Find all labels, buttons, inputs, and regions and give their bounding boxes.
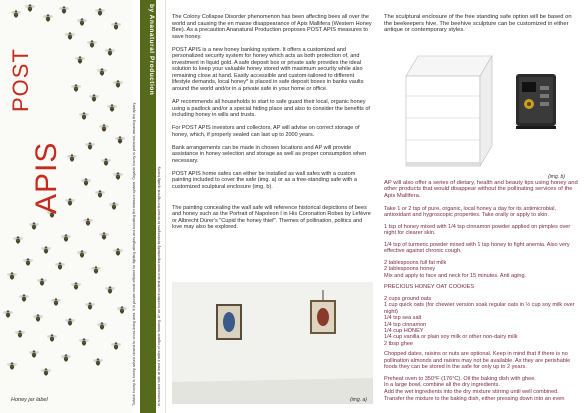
ingredient: 2 cups ground oats <box>384 296 432 303</box>
ingredient: 1 cup quick oats (for chewier version soak regular oats in ½ cup soy milk over night) <box>384 302 575 315</box>
brand-apis: APIS <box>30 141 63 214</box>
honey-jar-label: Honey jar label <box>11 397 48 403</box>
paragraph-investors: For POST APIS investors and collectors, AP will advise on correct storage of honey, which, if properly sealed can last up to 2000 years. <box>172 125 360 138</box>
tip-3: 1/4 tsp of turmeric powder mixed with 1 tsp honey to fight anemia. Also very effective against chronic cough. <box>384 241 570 255</box>
paragraph-dietary-tips: AP will also offer a series of dietary, health and beauty tips using honey and other products that would disappear without the pollinating services of the Apis Mallifera. <box>384 179 578 199</box>
vertical-caption-1: Turkish honey is honey raised closest to cross-living area. It is proven most efficient for fighting allergies and boosting the immune system. Organic honey is preferred, meaning the apiary <box>132 102 136 406</box>
recipe-note: Chopped dates, raisins or nuts are optional. Keep in mind that if there is no pollination almonds and raisins may not be available. As they are perishable foods they can be stored in the safe for only up to 2 years. <box>384 351 571 371</box>
ingredient: 1/4 tsp cinnamon <box>384 321 427 328</box>
img-b-caption: (img. b) <box>548 174 565 180</box>
ingredient: 2 tbsp ghee <box>384 340 413 347</box>
wall-safe-illustration <box>172 282 373 404</box>
tip-4: 2 tablespoons full fat milk 2 tablespoons honey Mix and apply to face and neck for 15 minutes. Anti aging. <box>384 259 527 279</box>
paragraph-painting: The painting concealing the wall safe will reference historical depictions of bees and honey such as the Portrait of Napoleon I in His Coronation Robes by Lefèvre or Albrecht Dürer's "Cupid the honey thief". Themes of pollination, politics and love may also be explored. <box>172 204 371 231</box>
middle-column <box>172 14 372 237</box>
ingredient: 1/4 tsp sea salt <box>384 315 422 322</box>
brand-panel <box>0 0 166 413</box>
beehive-cabinet-illustration <box>398 42 578 170</box>
ingredient: 1/4 cup HONEY <box>384 328 424 335</box>
ingredient-list <box>384 296 580 347</box>
post-apis-logo <box>6 32 66 222</box>
tip-2: 1 tsp of honey mixed with 1/4 tsp cinnamon powder applied on pimples over night for clearer skin. <box>384 223 571 237</box>
recipe-title: PRECIOUS HONEY OAT COOKIES <box>384 284 475 291</box>
beehive-safe-image <box>398 42 578 170</box>
ingredient: 1/4 cup vanilla or plain soy milk or other non-dairy milk <box>384 334 518 341</box>
paragraph-ccd: The Colony Collapse Disorder phenomenon has been affecting bees all over the world and causing the en masse disappearance of Apis Mallifera (Western Honey Bee). As a precaution Ananatural Production proposes POST APIS measures to save honey. <box>172 14 372 40</box>
tip-1: Take 1 or 2 tsp of pure, organic, local honey a day for its antimicrobial, antioxidant and hygroscopic properties. Take orally or apply to skin. <box>384 205 557 219</box>
vertical-caption-2: is surrounded with at least 4 miles of organic farming. A* an excellent contest and most importantly beekeepers to ensure the highest quality honey. <box>157 166 161 406</box>
brand-post: POST <box>8 48 33 112</box>
producer-label: by Ananatural Production <box>148 4 155 96</box>
paragraph-bank-arrangements: Bank arrangements can be made in chosen locations and AP will provide assistance in honey selection and storage as well as proper consumption when necessary. <box>172 144 367 164</box>
paragraph-banking: POST APIS is a new honey banking system. It offers a customized and personalized security system for honey which acts as both protection of, and investment in liquid gold. A safe deposit box or private safe provides the ideal solution to keep your valuable honey stored with maximum security while also remaining close at hand. Easily accessible and custom-tailored to different lifestyle demands, local honey* is placed in safe deposit boxes in banks vaults around the world and/or in a private safe in your home or office. <box>172 46 364 92</box>
paragraph-households: AP recommends all households to start to safe guard their local, organic honey using a padlock and/or a special hiding place and also to consider the benefits of including honey in wills and trusts. <box>172 99 370 119</box>
paragraph-home-safes: POST APIS home safes can either be installed as wall safes with a custom painting included to cover the safe (img. a) or as a free-standing safe with a customized sculptural enclosure (img. b). <box>172 170 357 190</box>
wall-safe-painting-image <box>172 282 373 404</box>
paragraph-sculptural-enclosure: The sculptural enclosure of the free standing safe option will be based on the beekeepers hive. The beehive sculpture can be customized in either antique or contemporary styles. <box>384 14 572 34</box>
recipe-steps: Preheat oven to 350°F (176°C). Oil the baking dish with ghee. In a large bowl, combine all the dry ingredients. Add the wet ingredients into the dry mixture stirring until well combined. Transfer the mixture to the baking dish, either pressing down into an even <box>384 375 565 402</box>
img-a-caption: (img. a) <box>350 397 367 403</box>
